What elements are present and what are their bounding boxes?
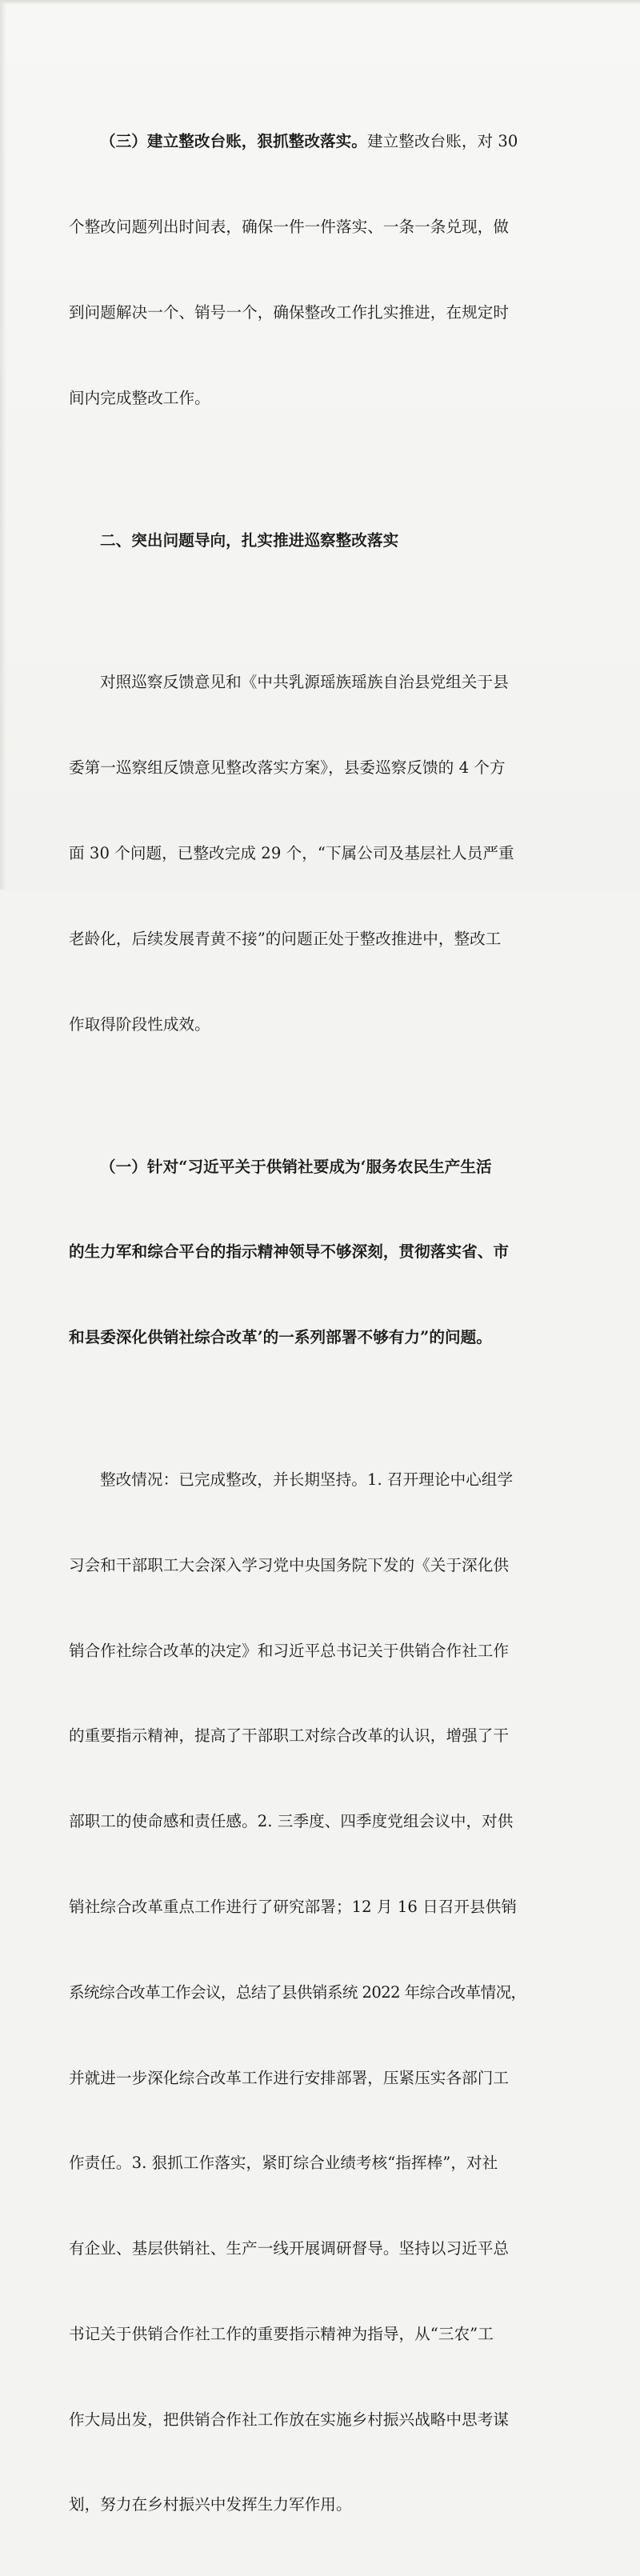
text-line: 面 30 个问题，已整改完成 29 个，“下属公司及基层社人员严重 [69,844,514,863]
text-line: 有企业、基层供销社、生产一线开展调研督导。坚持以习近平总 [69,2239,510,2258]
section-rest-text: 建立整改台账，对 30 [366,132,518,151]
issue-1-paragraph [69,1095,581,1409]
section-3-paragraph [69,70,581,469]
text-line: 销社综合改革重点工作进行了研究部署；12 月 16 日召开县供销 [69,1898,517,1916]
text-line: 和县委深化供销社综合改革’的一系列部署不够有力”的问题。 [69,1328,492,1347]
text-line: 作责任。3. 狠抓工作落实，紧盯综合业绩考核“指挥棒”，对社 [69,2154,498,2173]
text-line: 系统综合改革工作会议，总结了县供销系统 2022 年综合改革情况， [69,1982,526,2002]
summary-paragraph [69,611,581,1095]
text-line: 个整改问题列出时间表，确保一件一件落实、一条一条兑现，做 [69,217,510,236]
text-line: 间内完成整改工作。 [69,388,210,407]
text-line: 的生力军和综合平台的指示精神领导不够深刻，贯彻落实省、市 [69,1242,510,1262]
text-line: 委第一巡察组反馈意见整改落实方案》，县委巡察反馈的 4 个方 [69,758,506,778]
scan-edge-shadow-left [0,0,6,890]
text-line: 并就进一步深化综合改革工作进行安排部署，压紧压实各部门工 [69,2068,510,2087]
text-line: 到问题解决一个、销号一个，确保整改工作扎实推进，在规定时 [69,302,510,322]
text-line: 部职工的使命感和责任感。2. 三季度、四季度党组会议中，对供 [69,1812,514,1831]
text-line: 的重要指示精神，提高了干部职工对综合改革的认识，增强了干 [69,1726,510,1746]
text-line: 划，努力在乡村振兴中发挥生力军作用。 [69,2495,352,2514]
section-heading [69,469,581,611]
text-line: 习会和干部职工大会深入学习党中央国务院下发的《关于深化供 [69,1555,510,1574]
scan-edge-shadow [0,0,640,5]
text-line: 作取得阶段性成效。 [69,1014,210,1034]
text-line: 作大局出发，把供销合作社工作放在实施乡村振兴战略中思考谋 [69,2410,510,2429]
text-line: 整改情况：已完成整改，并长期坚持。1. 召开理论中心组学 [100,1470,514,1490]
text-line: 老龄化，后续发展青黄不接”的问题正处于整改推进中，整改工 [69,929,502,948]
text-line: 对照巡察反馈意见和《中共乳源瑶族瑶族自治县党组关于县 [100,673,509,692]
section-lead-text: （三）建立整改台账，狠抓整改落实。 [100,132,367,151]
text-line: 书记关于供销合作社工作的重要指示精神为指导，从“三农”工 [69,2324,494,2343]
document-body [69,70,581,2576]
text-line: 销合作社综合改革的决定》和习近平总书记关于供销合作社工作 [69,1641,510,1660]
rectification-paragraph [69,1409,581,2576]
text-line: （一）针对“习近平关于供销社要成为‘服务农民生产生活 [100,1157,492,1176]
text-line [69,127,581,156]
heading-text: 二、突出问题导向，扎实推进巡察整改落实 [100,530,399,550]
